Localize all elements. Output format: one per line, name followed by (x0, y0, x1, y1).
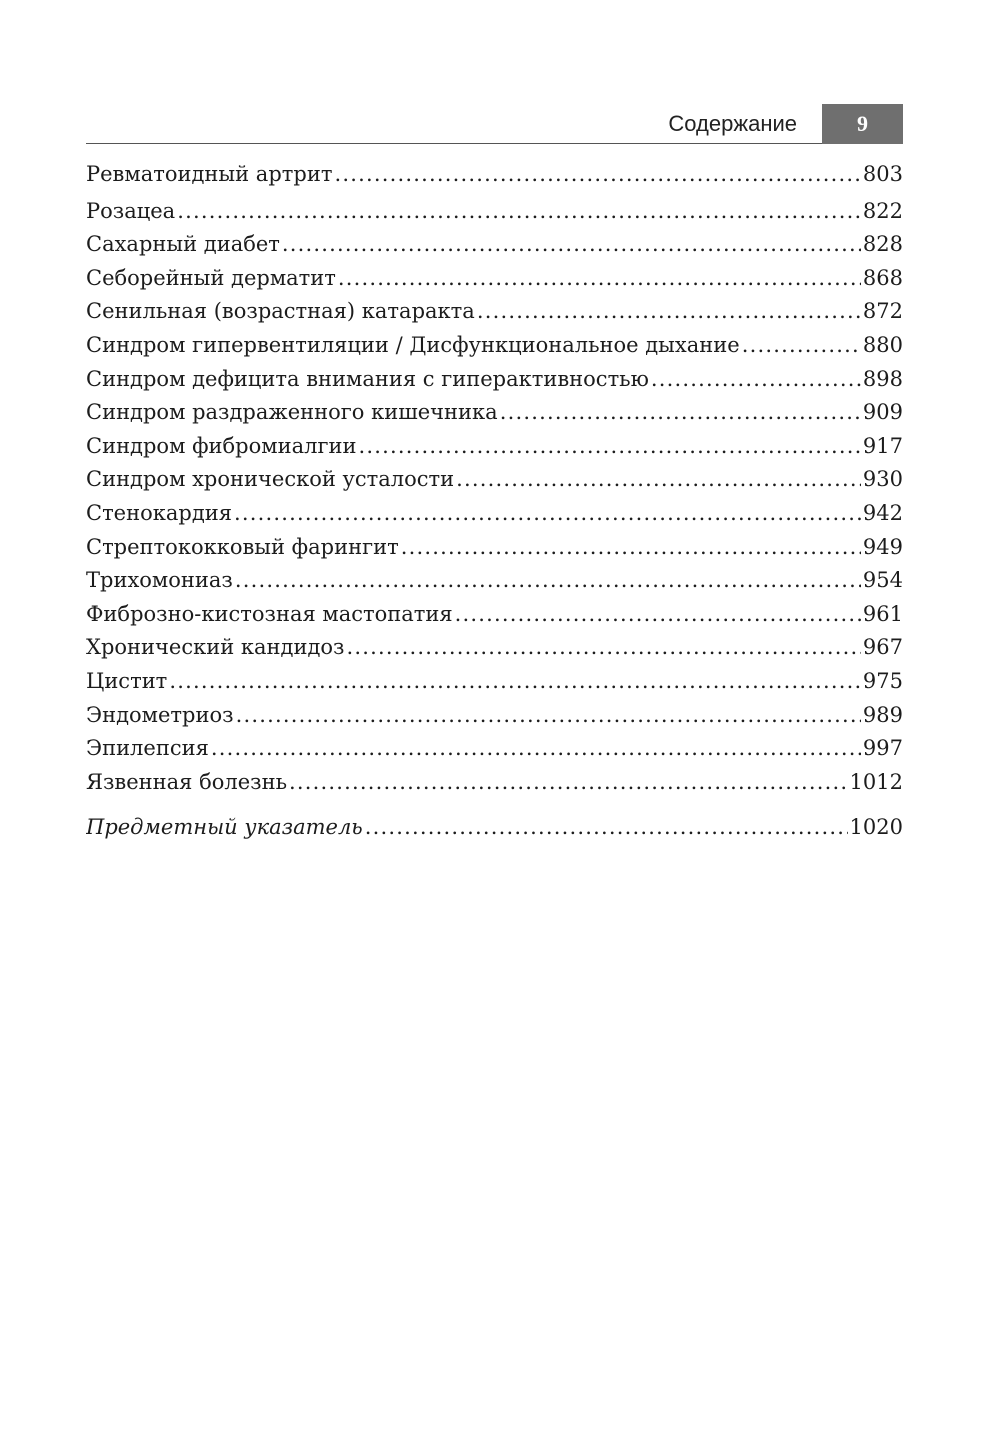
toc-entry-title: Хронический кандидоз (86, 635, 345, 660)
toc-entry-page: 1012 (849, 769, 903, 794)
toc-entry-title: Фиброзно-кистозная мастопатия (86, 601, 453, 626)
toc-entry[interactable] (86, 766, 903, 800)
toc-entry-page: 828 (862, 232, 903, 257)
toc-entry-page: 997 (862, 736, 903, 761)
toc-entry-title: Синдром дефицита внимания с гиперактивностью (86, 366, 649, 391)
toc-entry-page: 880 (862, 332, 903, 357)
toc-leader (455, 598, 861, 632)
toc-entry[interactable] (86, 699, 903, 733)
toc-entry-title: Стенокардия (86, 500, 233, 525)
toc-entry-page: 961 (862, 601, 903, 626)
toc-entry-page: 909 (862, 400, 903, 425)
toc-leader (347, 631, 861, 665)
toc-leader (234, 497, 861, 531)
toc-leader (456, 463, 861, 497)
toc-entry-title: Себорейный дерматит (86, 265, 336, 290)
toc-entry-page: 822 (862, 198, 903, 223)
toc-entry-page: 975 (862, 668, 903, 693)
toc-entry[interactable] (86, 430, 903, 464)
toc-entry[interactable] (86, 564, 903, 598)
running-header (86, 104, 903, 144)
toc-entry[interactable] (86, 463, 903, 497)
toc-entry[interactable] (86, 665, 903, 699)
toc-leader (651, 363, 861, 397)
toc-entry-page: 949 (862, 534, 903, 559)
toc-entry-title: Ревматоидный артрит (86, 162, 333, 186)
toc-entry-title: Синдром фибромиалгии (86, 433, 357, 458)
section-title: Содержание (668, 111, 797, 136)
toc-leader (289, 766, 848, 800)
toc-entry-title: Язвенная болезнь (86, 769, 288, 794)
toc-entry-page: 868 (862, 265, 903, 290)
header-rule (86, 143, 822, 145)
toc-entry-title: Эпилепсия (86, 736, 209, 761)
toc-entry-title: Цистит (86, 668, 168, 693)
toc-entry[interactable] (86, 497, 903, 531)
toc-entry[interactable] (86, 732, 903, 766)
toc-entry[interactable] (86, 598, 903, 632)
toc-entry-page: 942 (862, 500, 903, 525)
toc-entry[interactable] (86, 363, 903, 397)
toc-entry-page: 967 (862, 635, 903, 660)
toc-entry-page: 803 (862, 162, 903, 186)
toc-entry-page: 917 (862, 433, 903, 458)
toc-entry-page: 930 (862, 467, 903, 492)
table-of-contents (86, 158, 903, 845)
toc-entry[interactable] (86, 531, 903, 565)
toc-entry-page: 954 (862, 568, 903, 593)
toc-entry[interactable] (86, 631, 903, 665)
toc-entry[interactable] (86, 329, 903, 363)
toc-leader (477, 295, 861, 329)
toc-leader (742, 329, 861, 363)
toc-leader (169, 665, 861, 699)
toc-leader (211, 732, 861, 766)
toc-entry-title: Трихомониаз (86, 568, 233, 593)
toc-entry[interactable] (86, 158, 903, 192)
toc-entry-page: 989 (862, 702, 903, 727)
toc-entry-title: Синдром хронической усталости (86, 467, 455, 492)
toc-entry-title: Стрептококковый фарингит (86, 534, 399, 559)
toc-entry[interactable] (86, 195, 903, 229)
toc-index-page: 1020 (849, 815, 903, 840)
toc-entry[interactable] (86, 228, 903, 262)
toc-entry-title: Розацеа (86, 198, 176, 223)
toc-leader (500, 396, 861, 430)
toc-entry[interactable] (86, 396, 903, 430)
page-number-box: 9 (822, 104, 903, 144)
toc-leader (401, 531, 861, 565)
toc-leader (235, 564, 861, 598)
toc-leader (365, 811, 848, 845)
toc-leader (177, 195, 861, 229)
toc-index-entry[interactable] (86, 811, 903, 845)
toc-entry-title: Синдром раздраженного кишечника (86, 400, 498, 425)
toc-leader (338, 262, 861, 296)
toc-entry-title: Сенильная (возрастная) катаракта (86, 299, 475, 324)
toc-entry-title: Синдром гипервентиляции / Дисфункциональное дыхание (86, 332, 740, 357)
toc-entry-page: 872 (862, 299, 903, 324)
toc-leader (334, 158, 860, 192)
toc-leader (358, 430, 860, 464)
toc-leader (282, 228, 861, 262)
toc-entry[interactable] (86, 262, 903, 296)
toc-entry-title: Сахарный диабет (86, 232, 280, 257)
toc-entry-page: 898 (862, 366, 903, 391)
toc-leader (236, 699, 861, 733)
toc-entry-title: Эндометриоз (86, 702, 234, 727)
toc-entry[interactable] (86, 295, 903, 329)
toc-index-title: Предметный указатель (86, 815, 363, 840)
